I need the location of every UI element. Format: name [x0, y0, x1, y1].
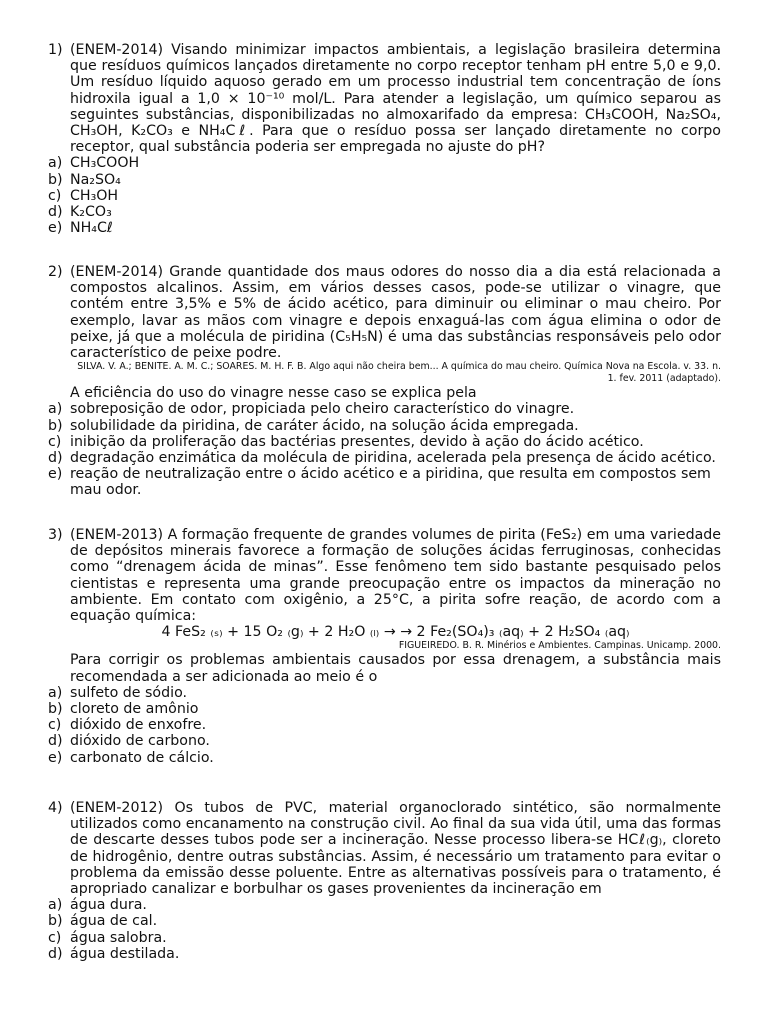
option-letter: e) [48, 749, 63, 766]
citation: FIGUEIREDO. B. R. Minérios e Ambientes. Campinas. Unicamp. 2000. [398, 640, 721, 652]
option-c [48, 717, 721, 733]
option-a [48, 685, 721, 701]
question-3 [48, 527, 721, 766]
question-text: (ENEM-2014) Visando minimizar impactos ambientais, a legislação brasileira determina que resíduos químicos lançados diretamente no corpo receptor tenham pH entre 5,0 e 9,0. Um resíduo líquido aquoso gerado em um processo industrial tem concentração de íons hidroxila igual a 1,0 × 10⁻¹⁰ mol/L. Para atender a legislação, um químico separou as seguintes substâncias, disponibilizadas no almoxarifado da empresa: CH₃COOH, Na₂SO₄, CH₃OH, K₂CO₃ e NH₄Cℓ. Para que o resíduo possa ser lançado diretamente no corpo receptor, qual substância poderia ser empregada no ajuste do pH? [70, 42, 721, 156]
chemical-equation: 4 FeS₂ ₍ₛ₎ + 15 O₂ ₍g₎ + 2 H₂O ₍ₗ₎ → → 2 Fe₂(SO₄)₃ ₍aq₎ + 2 H₂SO₄ ₍aq₎ [161, 624, 630, 641]
option-text: dióxido de enxofre. [70, 717, 207, 734]
option-a [48, 401, 721, 417]
option-letter: d) [48, 733, 63, 750]
option-b [48, 172, 721, 188]
option-d [48, 450, 721, 466]
option-text: água dura. [70, 897, 147, 914]
option-text: CH₃COOH [70, 155, 140, 172]
option-letter: d) [48, 204, 63, 221]
option-text: Na₂SO₄ [70, 171, 121, 188]
question-2 [48, 264, 721, 499]
option-b [48, 418, 721, 434]
option-letter: b) [48, 417, 63, 434]
question-number: 3) [48, 527, 63, 543]
option-letter: c) [48, 717, 62, 734]
option-text: água salobra. [70, 929, 167, 946]
option-text: degradação enzimática da molécula de piridina, acelerada pela presença de ácido acético. [70, 450, 716, 467]
options-list [48, 897, 721, 962]
question-number: 4) [48, 800, 63, 816]
option-letter: e) [48, 220, 63, 237]
option-c [48, 188, 721, 204]
citation: SILVA. V. A.; BENITE. A. M. C.; SOARES. M. H. F. B. Algo aqui não cheira bem... A química do mau cheiro. Química Nova na Escola. v. 33. n. 1. fev. 2011 (adaptado). [77, 361, 721, 385]
option-letter: a) [48, 155, 63, 172]
option-text: cloreto de amônio [70, 701, 199, 718]
option-b [48, 913, 721, 929]
option-letter: c) [48, 929, 62, 946]
option-letter: d) [48, 945, 63, 962]
option-text: CH₃OH [70, 187, 119, 204]
option-c [48, 434, 721, 450]
option-text: água de cal. [70, 913, 158, 930]
option-text: solubilidade da piridina, de caráter ácido, na solução ácida empregada. [70, 417, 579, 434]
option-a [48, 155, 721, 171]
question-number: 2) [48, 264, 63, 280]
option-text: reação de neutralização entre o ácido acético e a piridina, que resulta em compostos sem mau odor. [70, 466, 711, 499]
option-letter: c) [48, 433, 62, 450]
option-c [48, 930, 721, 946]
option-letter: b) [48, 701, 63, 718]
option-text: inibição da proliferação das bactérias presentes, devido à ação do ácido acético. [70, 433, 644, 450]
question-text: (ENEM-2013) A formação frequente de grandes volumes de pirita (FeS₂) em uma variedade de depósitos minerais favorece a formação de soluções ácidas ferruginosas, conhecidas como “drenagem ácida de minas”. Esse fenômeno tem sido bastante pesquisado pelos cientistas e representa uma grande preocupação entre os impactos da mineração no ambiente. Em contato com oxigênio, a 25°C, a pirita sofre reação, de acordo com a equação química: [70, 527, 721, 625]
option-text: dióxido de carbono. [70, 733, 210, 750]
question-number: 1) [48, 42, 63, 58]
option-letter: b) [48, 171, 63, 188]
option-e [48, 466, 721, 498]
options-list [48, 685, 721, 766]
option-letter: c) [48, 187, 62, 204]
question-1 [48, 42, 721, 236]
question-text: (ENEM-2012) Os tubos de PVC, material organoclorado sintético, são normalmente utilizados como encanamento na construção civil. Ao final da sua vida útil, uma das formas de descarte desses tubos pode ser a incineração. Nesse processo libera-se HCℓ₍g₎, cloreto de hidrogênio, dentre outras substâncias. Assim, é necessário um tratamento para evitar o problema da emissão desse poluente. Entre as alternativas possíveis para o tratamento, é apropriado canalizar e borbulhar os gases provenientes da incineração em [70, 800, 721, 898]
option-text: sulfeto de sódio. [70, 684, 188, 701]
option-letter: e) [48, 466, 63, 483]
option-letter: d) [48, 450, 63, 467]
option-text: carbonato de cálcio. [70, 749, 214, 766]
option-letter: a) [48, 684, 63, 701]
option-text: NH₄Cℓ [70, 220, 113, 237]
option-a [48, 897, 721, 913]
option-d [48, 946, 721, 962]
question-prompt: Para corrigir os problemas ambientais causados por essa drenagem, a substância mais recomendada a ser adicionada ao meio é o [70, 652, 721, 685]
option-e [48, 220, 721, 236]
option-text: água destilada. [70, 945, 180, 962]
option-text: K₂CO₃ [70, 204, 112, 221]
option-letter: a) [48, 897, 63, 914]
option-letter: a) [48, 401, 63, 418]
options-list [48, 401, 721, 498]
option-d [48, 204, 721, 220]
option-b [48, 701, 721, 717]
option-e [48, 750, 721, 766]
question-prompt: A eficiência do uso do vinagre nesse caso se explica pela [70, 385, 477, 402]
question-4 [48, 800, 721, 962]
option-letter: b) [48, 913, 63, 930]
option-d [48, 733, 721, 749]
question-text: (ENEM-2014) Grande quantidade dos maus odores do nosso dia a dia está relacionada a compostos alcalinos. Assim, em vários desses casos, pode-se utilizar o vinagre, que contém entre 3,5% e 5% de ácido acético, para diminuir ou eliminar o mau cheiro. Por exemplo, lavar as mãos com vinagre e depois enxaguá-las com água elimina o odor de peixe, já que a molécula de piridina (C₅H₅N) é uma das substâncias responsáveis pelo odor característico de peixe podre. [70, 264, 721, 362]
option-text: sobreposição de odor, propiciada pelo cheiro característico do vinagre. [70, 401, 575, 418]
options-list [48, 155, 721, 236]
